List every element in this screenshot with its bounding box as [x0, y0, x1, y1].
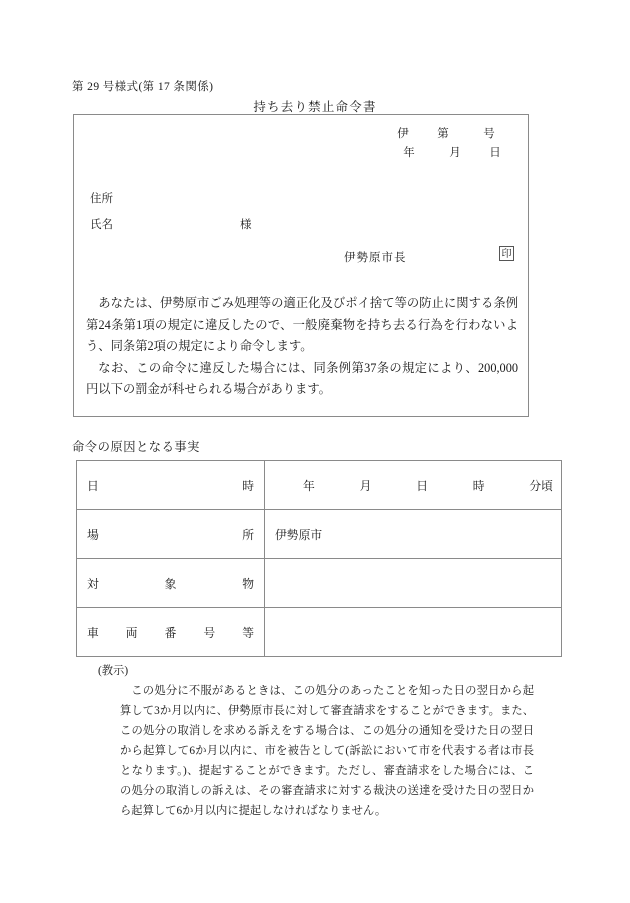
label-char: 車 [87, 625, 99, 640]
order-body-text [86, 293, 518, 401]
date-row [352, 144, 512, 163]
facts-value-text: 伊勢原市 [275, 527, 323, 542]
facts-table-body [77, 461, 562, 657]
table-row [77, 559, 562, 608]
recipient-name-row [90, 212, 252, 238]
label-char: 所 [242, 527, 254, 542]
table-row [77, 510, 562, 559]
table-row [77, 461, 562, 510]
form-number: 第 29 号様式(第 17 条関係) [72, 81, 214, 93]
label-char: 日 [87, 478, 99, 493]
honorific-suffix: 様 [240, 219, 252, 231]
facts-row-label [77, 559, 265, 608]
facts-row-value[interactable] [265, 510, 562, 559]
label-char: 等 [242, 625, 254, 640]
seal-icon: 印 [499, 246, 514, 261]
name-label: 氏名 [90, 219, 113, 231]
year-label: 年 [403, 147, 415, 159]
gou-label: 号 [483, 128, 495, 140]
label-char: 時 [242, 478, 254, 493]
facts-row-label-chars [87, 624, 254, 641]
table-row [77, 608, 562, 657]
facts-row-label-chars [87, 575, 254, 592]
order-paragraph-2: なお、この命令に違反した場合には、同条例第37条の規定により、200,000円以下の罰金が科せられる場合があります。 [86, 360, 518, 396]
datetime-placeholder-chars [303, 477, 553, 494]
page-title: 持ち去り禁止命令書 [253, 100, 377, 114]
datetime-char: 年 [303, 478, 315, 493]
facts-section-heading: 命令の原因となる事実 [72, 440, 200, 454]
instruction-section [98, 662, 534, 821]
instruction-body [120, 681, 534, 821]
facts-row-value[interactable] [265, 608, 562, 657]
label-char: 場 [87, 527, 99, 542]
instruction-paragraph: この処分に不服があるときは、この処分のあったことを知った日の翌日から起算して3か月以内に、伊勢原市長に対して審査請求をすることができます。また、この処分の取消しを求める訴えをする場合は、この処分の通知を受けた日の翌日から起算して6か月以内に、市を被告として(訴訟において市を代表する者は市長となります。)、提起することができます。ただし、審査請求をした場合には、この処分の取消しの訴えは、その審査請求に対する裁決の送達を受けた日の翌日から起算して6か月以内に提起しなければなりません。 [120, 685, 534, 817]
recipient-block [90, 186, 252, 238]
label-char: 両 [125, 625, 138, 640]
facts-row-label-chars [87, 526, 254, 543]
prefecture-mark: 伊 [397, 128, 409, 140]
facts-row-value[interactable] [265, 559, 562, 608]
label-char: 対 [87, 576, 99, 591]
day-label: 日 [489, 147, 501, 159]
datetime-char: 日 [416, 478, 428, 493]
document-number-block [352, 125, 512, 163]
label-char: 物 [242, 576, 254, 591]
document-number-row [352, 125, 512, 144]
instruction-heading: (教示) [98, 665, 129, 677]
datetime-char: 月 [359, 478, 372, 493]
datetime-char: 時 [472, 478, 485, 493]
order-header-box [73, 114, 529, 417]
facts-row-label [77, 510, 265, 559]
datetime-char: 分頃 [529, 478, 553, 493]
facts-row-value[interactable] [265, 461, 562, 510]
label-char: 番 [164, 625, 177, 640]
facts-table [76, 460, 562, 657]
month-label: 月 [449, 147, 461, 159]
dai-label: 第 [437, 128, 449, 140]
facts-row-label [77, 608, 265, 657]
facts-row-label [77, 461, 265, 510]
label-char: 号 [203, 625, 216, 640]
address-label: 住所 [90, 193, 113, 205]
facts-row-label-chars [87, 477, 254, 494]
label-char: 象 [164, 576, 177, 591]
recipient-address-row [90, 186, 252, 212]
order-paragraph-1: あなたは、伊勢原市ごみ処理等の適正化及びポイ捨て等の防止に関する条例第24条第1項の規定に違反したので、一般廃棄物を持ち去る行為を行わないよう、同条第2項の規定により命令します。 [86, 296, 518, 353]
issuer-name: 伊勢原市長 [344, 252, 407, 264]
